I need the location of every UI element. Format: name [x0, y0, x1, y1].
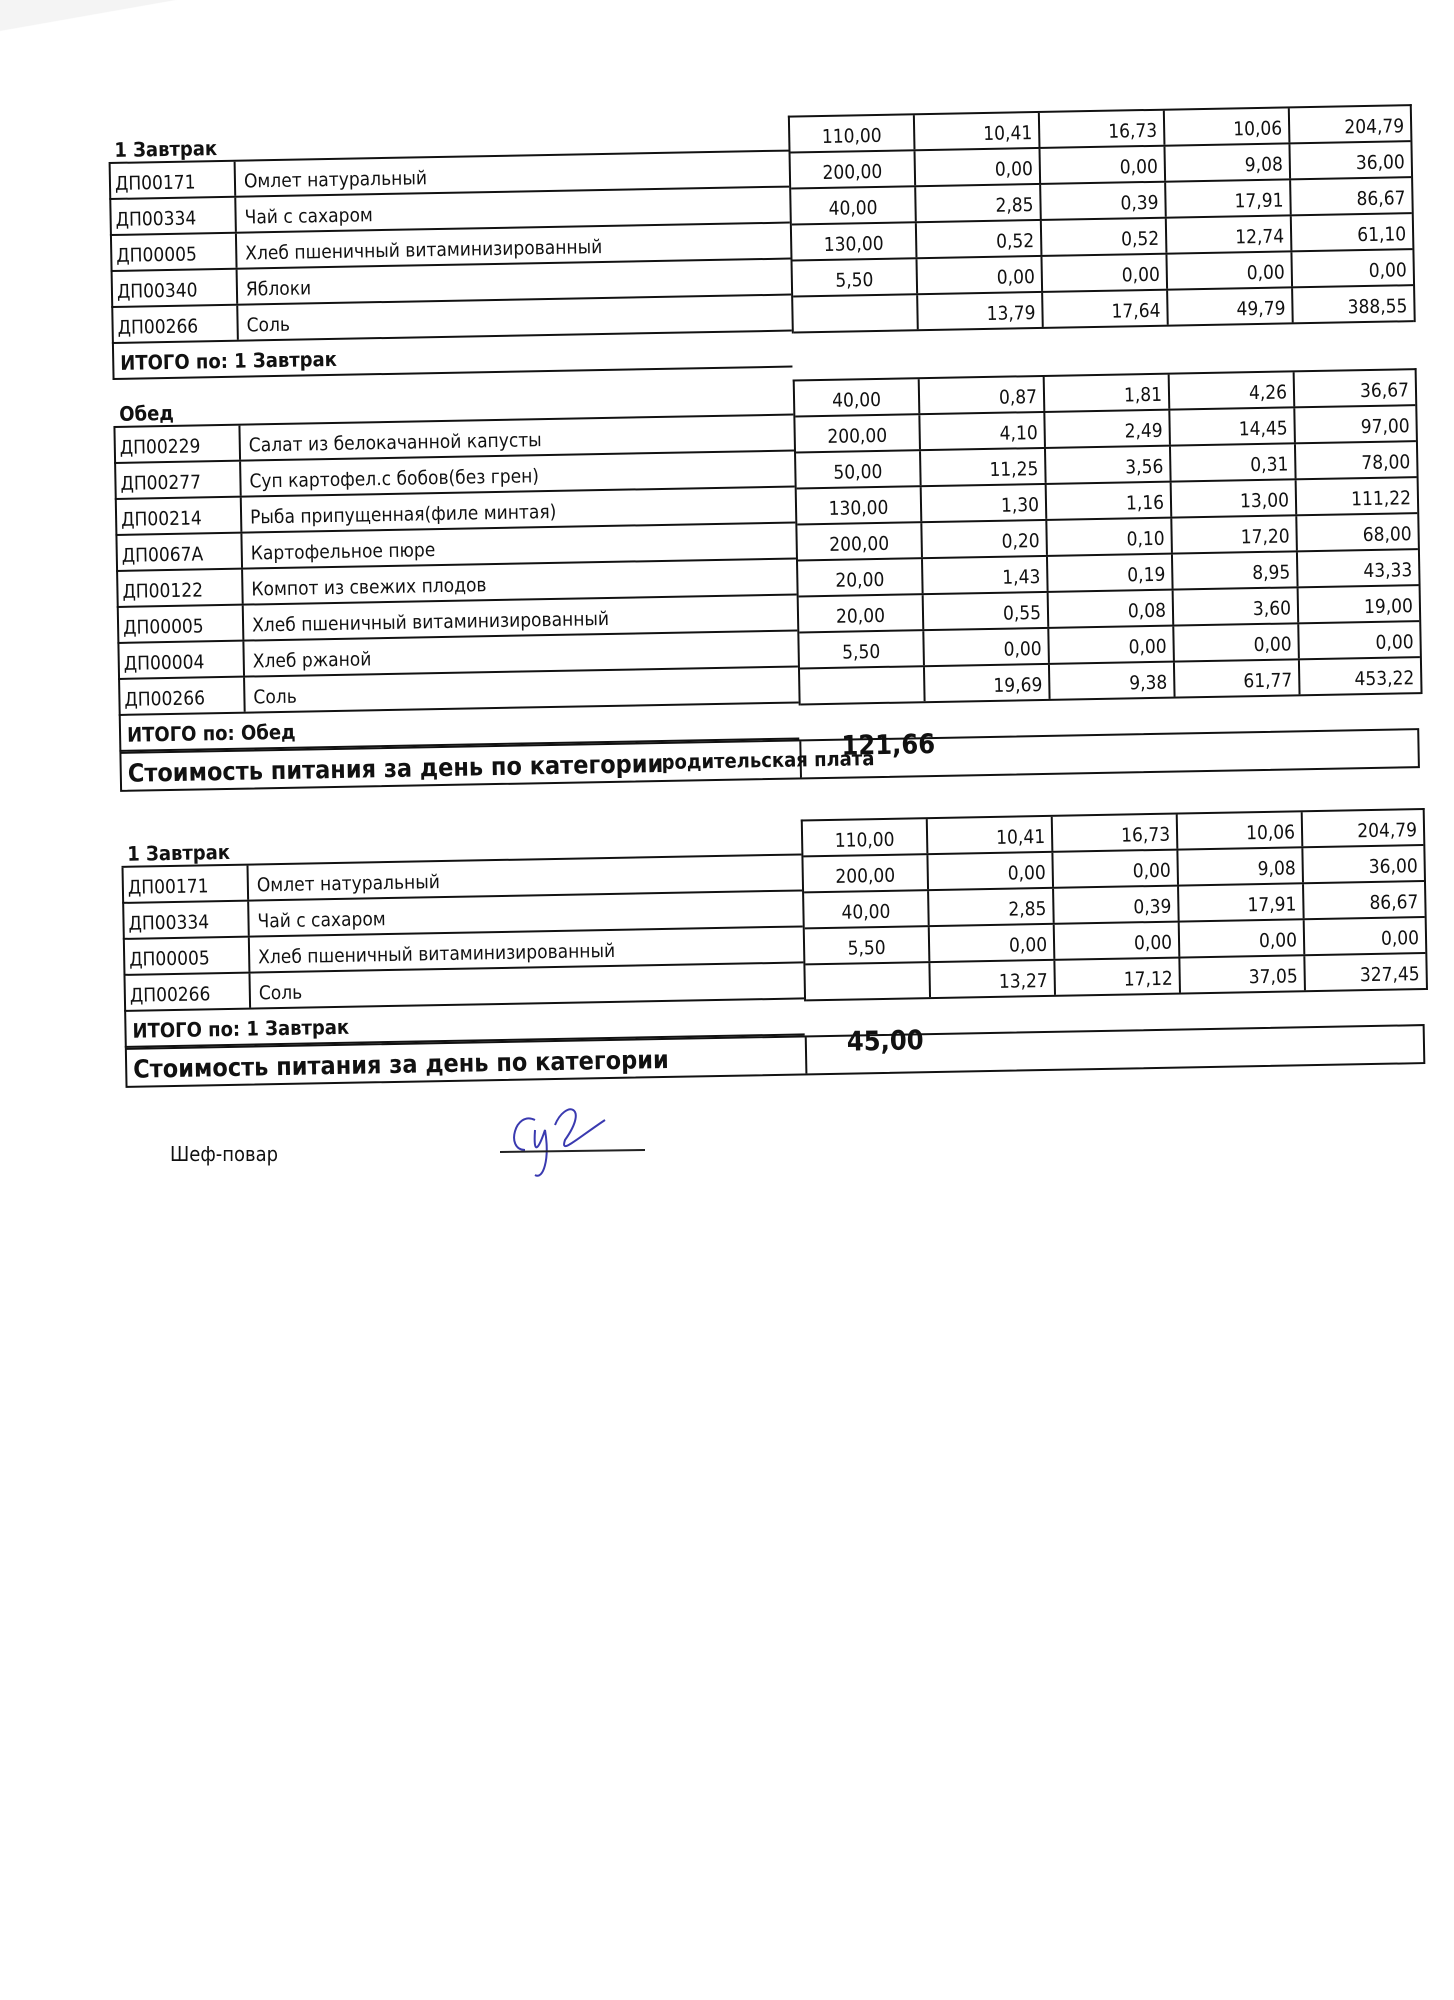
value-cell: 36,00 — [1368, 855, 1418, 879]
value-cell: 0,00 — [1049, 627, 1175, 663]
total-cell: 453,22 — [1354, 667, 1415, 691]
value-cell: 0,55 — [924, 593, 1050, 629]
item-code: ДП00171 — [124, 866, 250, 902]
value-cell: 17,91 — [1179, 884, 1305, 920]
total-cell: 61,77 — [1175, 660, 1301, 696]
value-cell: 1,43 — [923, 557, 1049, 593]
value-cell: 0,00 — [930, 925, 1056, 961]
value-cell: 40,00 — [791, 187, 917, 223]
value-cell: 11,25 — [921, 449, 1047, 485]
item-name: Соль — [258, 981, 303, 1005]
value-cell: 20,00 — [799, 595, 925, 631]
value-cell: 5,50 — [805, 927, 931, 963]
value-cell: 0,08 — [1049, 591, 1175, 627]
value-cell: 3,60 — [1174, 588, 1300, 624]
value-cell: 4,26 — [1170, 372, 1296, 408]
value-cell: 12,74 — [1167, 216, 1293, 252]
value-cell: 0,00 — [1174, 624, 1300, 660]
section-title: 1 Завтрак — [121, 819, 802, 867]
item-name: Салат из белокачанной капусты — [248, 429, 542, 457]
value-cell: 0,00 — [1042, 255, 1168, 291]
values-column — [788, 104, 1416, 333]
value-cell: 17,20 — [1172, 516, 1298, 552]
item-code: ДП00005 — [119, 606, 245, 642]
total-cell — [805, 963, 931, 999]
value-cell: 110,00 — [803, 819, 929, 855]
value-cell: 20,00 — [798, 559, 924, 595]
value-cell: 0,87 — [920, 377, 1046, 413]
total-cell: 13,27 — [930, 961, 1056, 997]
value-cell: 10,06 — [1178, 812, 1304, 848]
value-cell: 204,79 — [1357, 819, 1418, 843]
item-name: Хлеб пшеничный витаминизированный — [251, 607, 610, 637]
total-cell: 49,79 — [1168, 288, 1294, 324]
value-cell: 3,56 — [1046, 447, 1172, 483]
item-code: ДП00266 — [120, 678, 246, 714]
total-cell: 327,45 — [1359, 963, 1420, 987]
value-cell: 0,00 — [916, 149, 1042, 185]
value-cell: 2,85 — [916, 185, 1042, 221]
item-name: Соль — [246, 313, 291, 337]
item-name: Яблоки — [245, 277, 312, 301]
value-cell: 36,67 — [1359, 379, 1410, 403]
value-cell: 200,00 — [797, 523, 923, 559]
value-cell: 0,00 — [1380, 927, 1420, 950]
value-cell: 0,00 — [918, 257, 1044, 293]
value-cell: 50,00 — [796, 451, 922, 487]
item-code: ДП00122 — [118, 570, 244, 606]
value-cell: 97,00 — [1360, 415, 1410, 439]
value-cell: 0,00 — [1375, 631, 1414, 654]
item-code: ДП00266 — [113, 306, 239, 342]
daily-cost-value: 45,00 — [846, 1025, 924, 1058]
item-code: ДП00171 — [111, 162, 237, 198]
item-name: Соль — [253, 685, 298, 709]
value-cell: 0,00 — [1041, 147, 1167, 183]
item-code: ДП00005 — [112, 234, 238, 270]
value-cell: 43,33 — [1363, 559, 1413, 583]
value-cell: 16,73 — [1053, 815, 1179, 851]
value-cell: 9,08 — [1178, 848, 1304, 884]
value-cell: 204,79 — [1344, 115, 1405, 139]
value-cell: 0,00 — [924, 629, 1050, 665]
value-cell: 86,67 — [1369, 891, 1419, 915]
itogo-label: ИТОГО по: 1 Завтрак — [112, 332, 793, 380]
item-name: Суп картофел.с бобов(без грен) — [249, 465, 540, 493]
item-code: ДП00277 — [116, 462, 242, 498]
value-cell: 36,00 — [1355, 151, 1406, 175]
item-code: ДП00340 — [113, 270, 239, 306]
total-cell: 388,55 — [1347, 295, 1408, 319]
value-cell: 1,81 — [1045, 375, 1171, 411]
itogo-label: ИТОГО по: Обед — [119, 703, 800, 751]
value-cell: 13,00 — [1172, 480, 1298, 516]
item-name: Хлеб пшеничный витаминизированный — [245, 236, 603, 265]
value-cell: 0,00 — [1055, 923, 1181, 959]
item-name: Хлеб ржаной — [252, 648, 372, 673]
item-name: Картофельное пюре — [250, 539, 436, 565]
item-name: Рыба припущенная(филе минтая) — [249, 500, 557, 529]
item-code: ДП00334 — [124, 902, 250, 938]
total-cell: 17,12 — [1055, 959, 1181, 995]
item-code: ДП00214 — [117, 498, 243, 534]
value-cell: 0,19 — [1048, 555, 1174, 591]
total-cell: 37,05 — [1180, 956, 1306, 992]
total-cell: 13,79 — [918, 293, 1044, 329]
section-title: 1 Завтрак — [108, 116, 789, 164]
value-cell: 10,41 — [915, 113, 1041, 149]
value-cell: 8,95 — [1173, 552, 1299, 588]
value-cell: 16,73 — [1040, 111, 1166, 147]
value-cell: 200,00 — [791, 151, 917, 187]
value-cell: 61,10 — [1357, 223, 1407, 247]
daily-cost-label: Стоимость питания за день по категории — [121, 741, 802, 789]
value-cell: 86,67 — [1356, 187, 1406, 211]
item-name: Омлет натуральный — [256, 871, 441, 897]
values-column — [801, 808, 1428, 1001]
value-cell: 19,00 — [1363, 595, 1414, 619]
value-cell: 2,85 — [929, 889, 1055, 925]
chef-label: Шеф-повар — [170, 1142, 279, 1166]
itogo-label: ИТОГО по: 1 Завтрак — [124, 999, 805, 1047]
name-column — [121, 819, 805, 1047]
value-cell: 1,30 — [922, 485, 1048, 521]
total-cell: 19,69 — [925, 665, 1051, 701]
item-name: Компот из свежих плодов — [251, 574, 487, 601]
item-code: ДП00266 — [126, 974, 252, 1010]
value-cell: 200,00 — [803, 855, 929, 891]
value-cell: 10,06 — [1165, 108, 1291, 144]
value-cell: 0,00 — [1180, 920, 1306, 956]
daily-cost-value: 121,66 — [841, 728, 936, 762]
item-name: Омлет натуральный — [243, 167, 428, 193]
value-cell: 10,41 — [928, 817, 1054, 853]
value-cell: 200,00 — [795, 415, 921, 451]
item-name: Чай с сахаром — [257, 908, 386, 933]
value-cell: 0,10 — [1047, 519, 1173, 555]
daily-cost-label: Стоимость питания за день по категории — [127, 1037, 808, 1085]
item-code: ДП00004 — [119, 642, 245, 678]
value-cell: 5,50 — [793, 259, 919, 295]
value-cell: 5,50 — [799, 631, 925, 667]
item-code: ДП00229 — [115, 426, 241, 462]
value-cell: 14,45 — [1170, 408, 1296, 444]
value-cell: 40,00 — [804, 891, 930, 927]
item-code: ДП00005 — [125, 938, 251, 974]
chef-signature — [495, 1100, 655, 1180]
value-cell: 0,52 — [1042, 219, 1168, 255]
item-name: Чай с сахаром — [244, 204, 374, 229]
values-column — [793, 368, 1423, 705]
name-column — [108, 116, 793, 380]
section-title: Обед — [113, 380, 794, 428]
parent-fee-heading: родительская плата — [661, 746, 875, 774]
value-cell: 0,39 — [1041, 183, 1167, 219]
value-cell: 40,00 — [795, 379, 921, 415]
value-cell: 0,39 — [1054, 887, 1180, 923]
value-cell: 0,00 — [1368, 259, 1407, 282]
value-cell: 0,20 — [922, 521, 1048, 557]
item-code: ДП0067А — [117, 534, 243, 570]
total-cell: 9,38 — [1050, 663, 1176, 699]
value-cell: 9,08 — [1165, 144, 1291, 180]
value-cell: 4,10 — [920, 413, 1046, 449]
value-cell: 130,00 — [797, 487, 923, 523]
value-cell: 17,91 — [1166, 180, 1292, 216]
value-cell: 1,16 — [1047, 483, 1173, 519]
value-cell: 0,00 — [928, 853, 1054, 889]
item-name: Хлеб пшеничный витаминизированный — [257, 939, 616, 969]
value-cell: 0,00 — [1167, 252, 1293, 288]
value-cell: 111,22 — [1350, 487, 1412, 511]
total-cell — [793, 295, 919, 331]
value-cell: 0,00 — [1053, 851, 1179, 887]
value-cell: 130,00 — [792, 223, 918, 259]
item-code: ДП00334 — [111, 198, 237, 234]
value-cell: 110,00 — [790, 115, 916, 151]
total-cell — [800, 667, 926, 703]
name-column — [113, 380, 799, 752]
value-cell: 68,00 — [1362, 523, 1412, 547]
value-cell: 0,31 — [1171, 444, 1297, 480]
value-cell: 0,52 — [917, 221, 1043, 257]
value-cell: 78,00 — [1361, 451, 1411, 475]
total-cell: 17,64 — [1043, 291, 1169, 327]
value-cell: 2,49 — [1045, 411, 1171, 447]
